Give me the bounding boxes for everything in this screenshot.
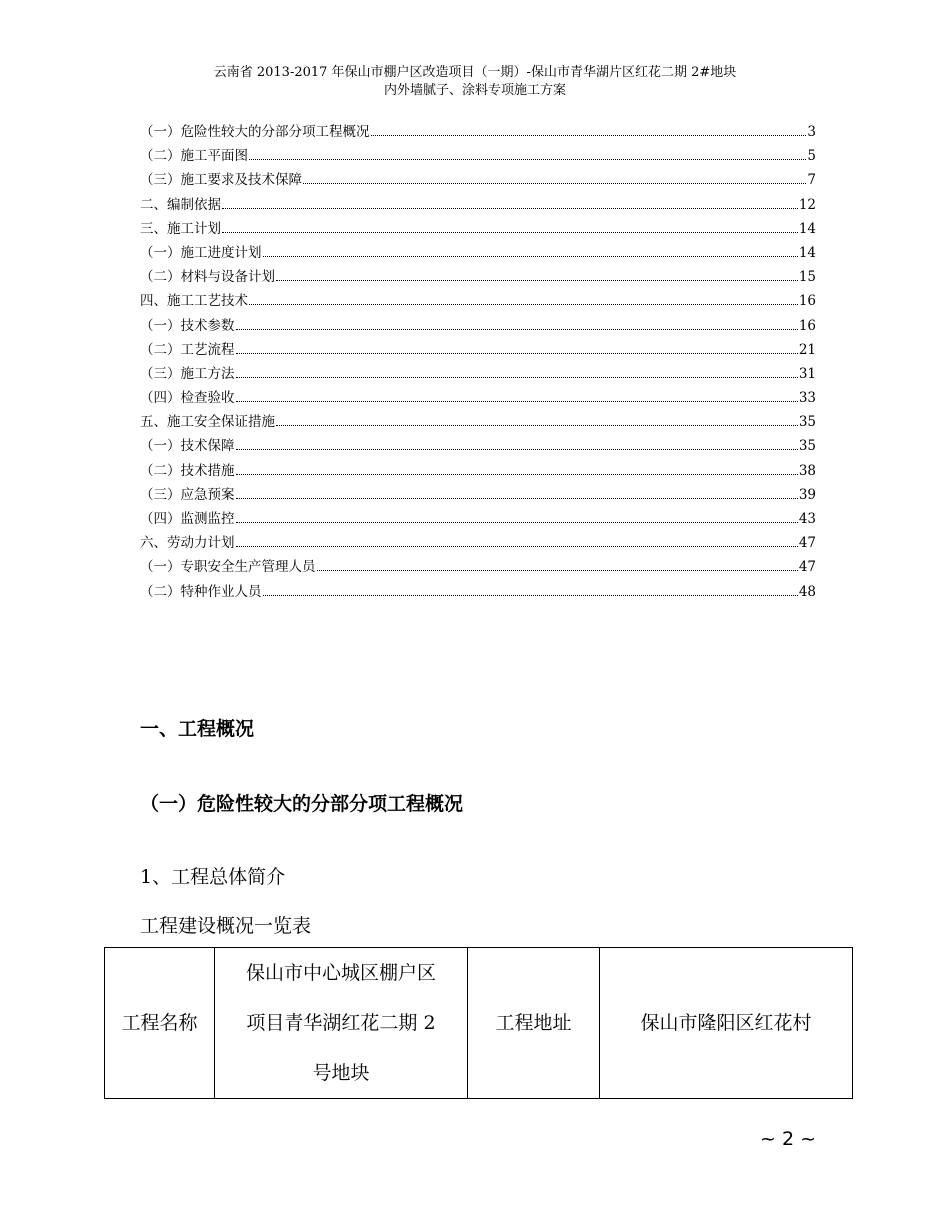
toc-entry[interactable] bbox=[140, 362, 816, 386]
toc-entry[interactable] bbox=[140, 580, 816, 604]
page-number: ~ 2 ~ bbox=[760, 1128, 817, 1150]
toc-entry[interactable] bbox=[140, 555, 816, 579]
project-name-line-1: 保山市中心城区棚户区 bbox=[245, 962, 436, 984]
toc-entry[interactable] bbox=[140, 241, 816, 265]
section-heading: 一、工程概况 bbox=[140, 718, 255, 740]
toc-entry[interactable] bbox=[140, 386, 816, 410]
toc-dot-leader bbox=[249, 304, 798, 305]
toc-dot-leader bbox=[236, 353, 798, 354]
toc-entry-page: 14 bbox=[798, 220, 816, 237]
toc-entry-label: （一）专职安全生产管理人员 bbox=[140, 559, 316, 576]
toc-entry-label: （一）施工进度计划 bbox=[140, 244, 262, 261]
toc-entry-page: 12 bbox=[798, 196, 816, 213]
toc-entry[interactable] bbox=[140, 531, 816, 555]
toc-entry[interactable] bbox=[140, 314, 816, 338]
toc-entry-page: 47 bbox=[798, 535, 816, 552]
project-overview-table bbox=[104, 947, 853, 1099]
toc-entry-label: 四、施工工艺技术 bbox=[140, 293, 248, 310]
toc-dot-leader bbox=[236, 329, 798, 330]
toc-entry-page: 3 bbox=[807, 124, 816, 140]
toc-entry[interactable] bbox=[140, 338, 816, 362]
toc-entry-page: 43 bbox=[798, 511, 816, 527]
toc-dot-leader bbox=[236, 522, 798, 523]
toc-entry-label: （二）特种作业人员 bbox=[140, 583, 262, 600]
toc-entry[interactable] bbox=[140, 289, 816, 313]
toc-entry-page: 31 bbox=[798, 365, 816, 382]
toc-entry[interactable] bbox=[140, 193, 816, 217]
toc-entry-page: 5 bbox=[807, 148, 816, 165]
header-line-2: 内外墙腻子、涂料专项施工方案 bbox=[383, 83, 566, 98]
toc-entry-page: 35 bbox=[798, 414, 816, 431]
toc-dot-leader bbox=[371, 135, 807, 136]
toc-entry-page: 21 bbox=[798, 341, 816, 358]
project-name-label: 工程名称 bbox=[105, 948, 215, 1099]
toc-entry-label: （一）技术参数 bbox=[140, 317, 235, 334]
toc-entry-page: 7 bbox=[807, 172, 816, 189]
toc-entry-label: （一）技术保障 bbox=[140, 438, 235, 455]
toc-entry-page: 47 bbox=[798, 559, 816, 576]
header-line-1: 云南省 2013-2017 年保山市棚户区改造项目（一期）-保山市青华湖片区红花二期 2#地块 bbox=[213, 65, 737, 80]
toc-entry-page: 35 bbox=[798, 438, 816, 455]
toc-entry[interactable] bbox=[140, 434, 816, 458]
toc-dot-leader bbox=[263, 595, 798, 596]
toc-dot-leader bbox=[236, 546, 798, 547]
toc-dot-leader bbox=[276, 425, 798, 426]
toc-entry-page: 16 bbox=[798, 317, 816, 334]
toc-entry[interactable] bbox=[140, 168, 816, 192]
subsection-heading: （一）危险性较大的分部分项工程概况 bbox=[140, 793, 464, 815]
project-name-line-2: 项目青华湖红花二期 2 bbox=[246, 1012, 436, 1034]
toc-entry[interactable] bbox=[140, 217, 816, 241]
sub-subheading: 1、工程总体简介 bbox=[140, 866, 286, 888]
toc-entry-page: 15 bbox=[798, 269, 816, 286]
project-name-value bbox=[215, 948, 468, 1099]
toc-entry-label: （三）施工方法 bbox=[140, 365, 235, 382]
toc-dot-leader bbox=[222, 208, 798, 209]
toc-entry-label: 二、编制依据 bbox=[140, 196, 221, 213]
project-name-line-3: 号地块 bbox=[312, 1062, 370, 1084]
toc-dot-leader bbox=[236, 401, 798, 402]
toc-entry-page: 48 bbox=[798, 583, 816, 600]
toc-dot-leader bbox=[236, 498, 798, 499]
toc-entry-page: 33 bbox=[798, 390, 816, 407]
toc-entry-label: （三）施工要求及技术保障 bbox=[140, 172, 302, 189]
toc-entry-label: （二）工艺流程 bbox=[140, 341, 235, 358]
toc-entry-label: 六、劳动力计划 bbox=[140, 535, 235, 552]
toc-entry-label: （三）应急预案 bbox=[140, 486, 235, 503]
toc-entry-label: （四）监测监控 bbox=[140, 511, 235, 527]
toc-entry[interactable] bbox=[140, 459, 816, 483]
toc-dot-leader bbox=[303, 183, 806, 184]
toc-dot-leader bbox=[236, 449, 798, 450]
toc-entry-page: 38 bbox=[798, 462, 816, 479]
toc-dot-leader bbox=[236, 474, 798, 475]
toc-entry[interactable] bbox=[140, 144, 816, 168]
table-caption: 工程建设概况一览表 bbox=[140, 915, 312, 937]
table-of-contents bbox=[140, 120, 816, 604]
toc-entry[interactable] bbox=[140, 120, 816, 144]
toc-entry-page: 16 bbox=[798, 293, 816, 310]
toc-entry-label: （二）施工平面图 bbox=[140, 148, 248, 165]
toc-entry-page: 39 bbox=[798, 486, 816, 503]
toc-dot-leader bbox=[263, 256, 798, 257]
project-address-label: 工程地址 bbox=[468, 948, 600, 1099]
toc-entry-label: 五、施工安全保证措施 bbox=[140, 414, 275, 431]
toc-dot-leader bbox=[317, 570, 798, 571]
toc-entry-label: （二）技术措施 bbox=[140, 462, 235, 479]
project-address-value: 保山市隆阳区红花村 bbox=[600, 948, 853, 1099]
toc-entry[interactable] bbox=[140, 483, 816, 507]
toc-entry-label: （四）检查验收 bbox=[140, 390, 235, 407]
toc-dot-leader bbox=[236, 377, 798, 378]
page-header bbox=[0, 64, 950, 100]
toc-entry[interactable] bbox=[140, 265, 816, 289]
toc-dot-leader bbox=[276, 280, 798, 281]
toc-dot-leader bbox=[222, 232, 798, 233]
toc-entry-label: （一）危险性较大的分部分项工程概况 bbox=[140, 124, 370, 140]
toc-entry[interactable] bbox=[140, 410, 816, 434]
toc-entry-label: 三、施工计划 bbox=[140, 220, 221, 237]
toc-entry-label: （二）材料与设备计划 bbox=[140, 269, 275, 286]
toc-entry[interactable] bbox=[140, 507, 816, 531]
toc-entry-page: 14 bbox=[798, 244, 816, 261]
table-row bbox=[105, 948, 853, 1099]
toc-dot-leader bbox=[249, 159, 806, 160]
